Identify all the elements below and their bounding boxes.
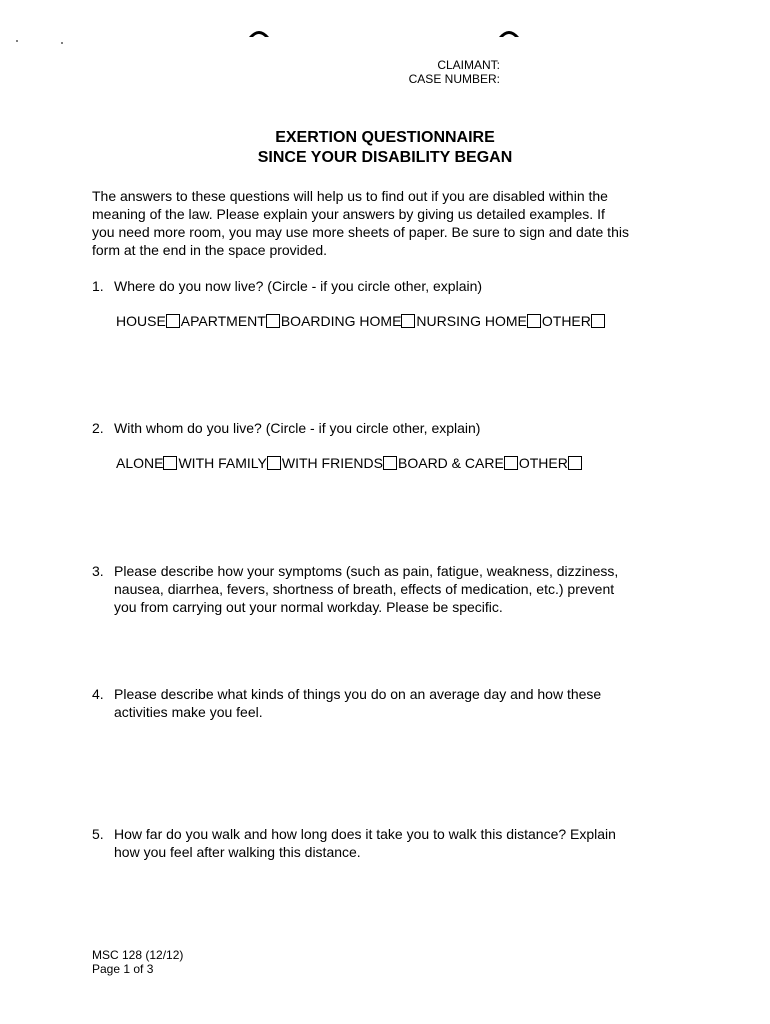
option-boarding-home[interactable]: [281, 311, 417, 331]
hole-punch-mark-left: [248, 28, 270, 38]
option-board-and-care[interactable]: [398, 453, 519, 473]
title-line-1: EXERTION QUESTIONNAIRE: [275, 129, 495, 146]
option-label: APARTMENT: [180, 313, 266, 329]
option-label: ALONE: [116, 455, 164, 471]
case-number-label: CASE NUMBER:: [408, 72, 500, 86]
question-text: [114, 277, 692, 295]
checkbox[interactable]: [166, 314, 180, 328]
intro-line: you need more room, you may use more sheets of paper. Be sure to sign and date this: [92, 224, 629, 240]
option-house[interactable]: [116, 311, 181, 331]
case-header: [400, 58, 500, 86]
checkbox[interactable]: [383, 456, 397, 470]
question-4: [92, 685, 692, 721]
question-line: how you feel after walking this distance.: [114, 844, 361, 860]
question-number: 1.: [92, 278, 104, 294]
checkbox[interactable]: [568, 456, 582, 470]
checkbox[interactable]: [267, 456, 281, 470]
checkbox[interactable]: [163, 456, 177, 470]
option-other[interactable]: [542, 311, 606, 331]
question-2-options: [116, 453, 583, 473]
question-3: [92, 562, 692, 616]
option-label: BOARDING HOME: [280, 313, 402, 329]
option-label: WITH FRIENDS: [281, 455, 383, 471]
option-label: HOUSE: [116, 313, 166, 329]
question-line: activities make you feel.: [114, 704, 263, 720]
page-title: [0, 128, 770, 168]
question-text: [114, 825, 692, 861]
question-text: [114, 685, 692, 721]
option-label: OTHER: [541, 313, 591, 329]
option-label: NURSING HOME: [416, 313, 527, 329]
option-apartment[interactable]: [181, 311, 281, 331]
scan-speck: [61, 42, 63, 44]
question-number: 4.: [92, 686, 104, 702]
question-number: 3.: [92, 563, 104, 579]
question-1: [92, 277, 692, 295]
intro-line: The answers to these questions will help us to find out if you are disabled within the: [92, 188, 608, 204]
question-1-options: [116, 311, 606, 331]
claimant-label: CLAIMANT:: [437, 58, 500, 72]
question-line: Please describe how your symptoms (such as pain, fatigue, weakness, dizziness,: [114, 563, 619, 579]
intro-line: meaning of the law. Please explain your answers by giving us detailed examples. If: [92, 206, 605, 222]
title-line-2: SINCE YOUR DISABILITY BEGAN: [257, 149, 513, 166]
question-line: With whom do you live? (Circle - if you circle other, explain): [114, 420, 481, 436]
question-2: [92, 419, 692, 437]
question-number: 2.: [92, 420, 104, 436]
checkbox[interactable]: [527, 314, 541, 328]
checkbox[interactable]: [266, 314, 280, 328]
option-with-family[interactable]: [178, 453, 281, 473]
option-nursing-home[interactable]: [416, 311, 541, 331]
option-label: WITH FAMILY: [178, 455, 267, 471]
option-with-friends[interactable]: [282, 453, 398, 473]
scan-speck: [16, 40, 18, 42]
intro-paragraph: [92, 187, 692, 259]
question-line: you from carrying out your normal workday. Please be specific.: [114, 599, 503, 615]
question-line: Where do you now live? (Circle - if you circle other, explain): [114, 278, 483, 294]
checkbox[interactable]: [591, 314, 605, 328]
intro-line: form at the end in the space provided.: [92, 242, 328, 258]
checkbox[interactable]: [504, 456, 518, 470]
question-line: nausea, diarrhea, fevers, shortness of breath, effects of medication, etc.) prevent: [114, 581, 615, 597]
checkbox[interactable]: [401, 314, 415, 328]
hole-punch-mark-right: [498, 28, 520, 38]
question-text: [114, 562, 692, 616]
question-5: [92, 825, 692, 861]
option-label: BOARD & CARE: [398, 455, 504, 471]
question-text: [114, 419, 692, 437]
question-number: 5.: [92, 826, 104, 842]
question-line: Please describe what kinds of things you do on an average day and how these: [114, 686, 602, 702]
option-other[interactable]: [519, 453, 583, 473]
form-code: MSC 128 (12/12): [92, 948, 184, 962]
option-alone[interactable]: [116, 453, 178, 473]
page-number: Page 1 of 3: [92, 962, 154, 976]
page-footer: [92, 948, 183, 976]
question-line: How far do you walk and how long does it take you to walk this distance? Explain: [114, 826, 616, 842]
option-label: OTHER: [518, 455, 568, 471]
